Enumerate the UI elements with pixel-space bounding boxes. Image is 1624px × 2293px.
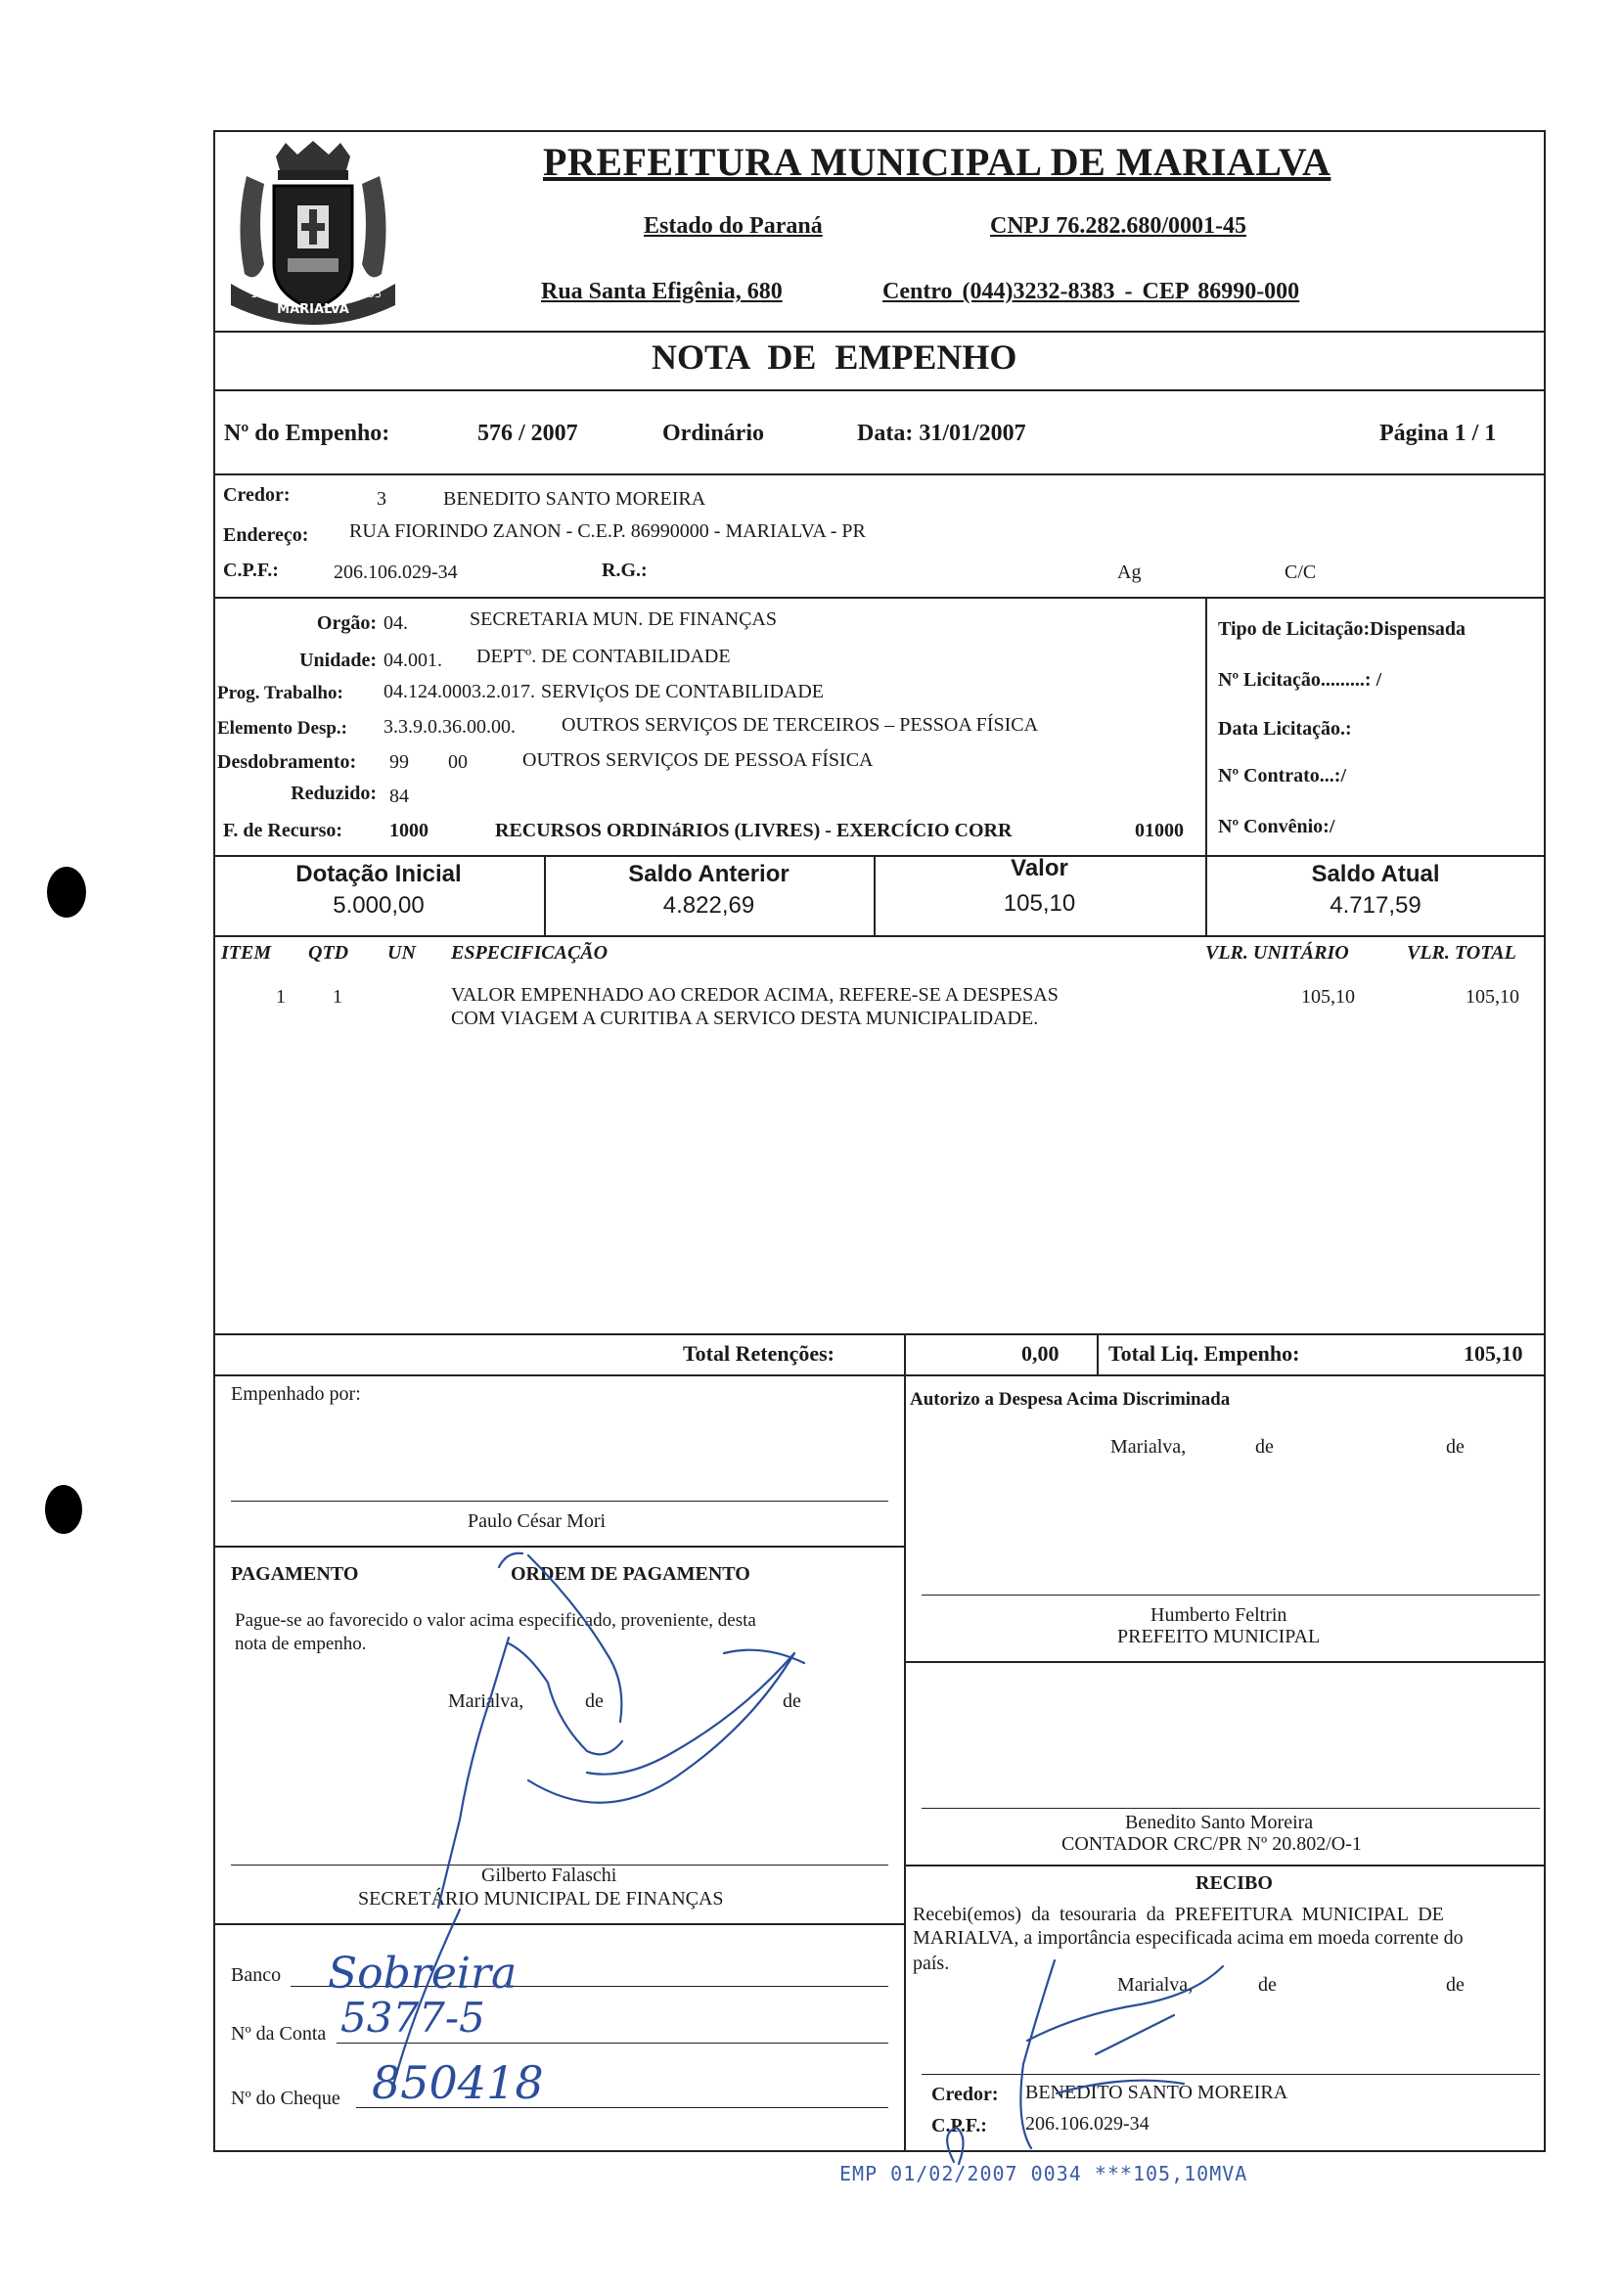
punch-hole-top [47, 867, 86, 918]
credor-address: RUA FIORINDO ZANON - C.E.P. 86990000 - MARIALVA - PR [349, 520, 866, 542]
empenhado-label: Empenhado por: [231, 1383, 361, 1405]
valor-label: Valor [1011, 855, 1068, 881]
autorizo-de-1: de [1255, 1436, 1274, 1458]
dotacao-value: 5.000,00 [333, 892, 425, 919]
saldo-anterior-label: Saldo Anterior [628, 861, 789, 887]
cc-label: C/C [1285, 562, 1317, 583]
empenhado-name: Paulo César Mori [468, 1510, 607, 1532]
pagamento-de-1: de [585, 1690, 604, 1712]
pague-text-line1: Pague-se ao favorecido o valor acima especificado, proveniente, desta [235, 1610, 756, 1631]
autorizo-de-2: de [1446, 1436, 1465, 1458]
num-licitacao: Nº Licitação.........: / [1218, 669, 1382, 691]
prefeito-title: PREFEITO MUNICIPAL [1117, 1626, 1321, 1647]
retencoes-value: 0,00 [1021, 1341, 1060, 1366]
recibo-text-line3: país. [913, 1953, 950, 1974]
svg-text:1951: 1951 [250, 288, 278, 300]
desdobramento-label: Desdobramento: [217, 751, 357, 773]
banco-handwritten: Sobreira [328, 1949, 518, 1999]
pague-text-line2: nota de empenho. [235, 1634, 367, 1654]
dotacao-label: Dotação Inicial [295, 861, 462, 887]
liq-value: 105,10 [1464, 1341, 1523, 1366]
desdobramento-name: OUTROS SERVIÇOS DE PESSOA FÍSICA [522, 749, 874, 771]
row-qtd: 1 [333, 986, 342, 1008]
fonte-name: RECURSOS ORDINáRIOS (LIVRES) - EXERCÍCIO CORR [495, 820, 1013, 841]
recibo-title: RECIBO [1195, 1872, 1273, 1894]
empenho-label: Nº do Empenho: [224, 421, 390, 446]
row-total: 105,10 [1466, 986, 1519, 1008]
orgao-label: Orgão: [316, 612, 377, 634]
ordem-pagamento: ORDEM DE PAGAMENTO [511, 1563, 750, 1585]
tipo-licitacao: Tipo de Licitação:Dispensada [1218, 618, 1466, 640]
prog-code: 04.124.0003.2.017. [383, 681, 535, 702]
unidade-label: Unidade: [299, 650, 377, 671]
num-contrato: Nº Contrato...:/ [1218, 765, 1347, 787]
credor-cpf: 206.106.029-34 [334, 562, 458, 583]
pagamento-de-2: de [783, 1690, 801, 1712]
orgao-name: SECRETARIA MUN. DE FINANÇAS [470, 608, 777, 630]
unidade-code: 04.001. [383, 650, 442, 671]
row-item: 1 [276, 986, 286, 1008]
cnpj: CNPJ 76.282.680/0001-45 [990, 213, 1246, 239]
state-name: Estado do Paraná [644, 213, 823, 239]
orgao-code: 04. [383, 612, 408, 634]
secretario-name: Gilberto Falaschi [481, 1865, 617, 1886]
recibo-de-2: de [1446, 1974, 1465, 1996]
reduzido-value: 84 [389, 786, 409, 807]
retencoes-label: Total Retenções: [683, 1341, 835, 1366]
empenho-number: 576 / 2007 [477, 421, 578, 446]
valor-value: 105,10 [1003, 890, 1076, 917]
conta-label: Nº da Conta [231, 2023, 327, 2045]
elemento-name: OUTROS SERVIÇOS DE TERCEIROS – PESSOA FÍSICA [562, 714, 1039, 736]
credor-code: 3 [377, 488, 386, 510]
fonte-code: 1000 [389, 820, 429, 841]
unidade-name: DEPTº. DE CONTABILIDADE [476, 646, 731, 667]
prefeito-name: Humberto Feltrin [1150, 1604, 1287, 1626]
row-desc-line2: COM VIAGEM A CURITIBA A SERVICO DESTA MUNICIPALIDADE. [451, 1008, 1039, 1029]
recibo-cpf-label: C.P.F.: [931, 2115, 987, 2136]
banco-label: Banco [231, 1964, 282, 1986]
saldo-anterior-value: 4.822,69 [662, 892, 755, 919]
credor-label: Credor: [223, 484, 291, 506]
num-convenio: Nº Convênio:/ [1218, 816, 1335, 837]
recibo-text-line1: Recebi(emos) da tesouraria da PREFEITURA MUNICIPAL DE [913, 1904, 1444, 1925]
conta-handwritten: 5377-5 [340, 1994, 485, 2042]
svg-text:MARIALVA: MARIALVA [277, 302, 349, 317]
address-label: Endereço: [223, 524, 309, 546]
col-un: UN [387, 942, 416, 964]
recibo-cpf: 206.106.029-34 [1025, 2113, 1150, 2135]
credor-name: BENEDITO SANTO MOREIRA [443, 488, 706, 510]
col-item: ITEM [221, 942, 272, 964]
ag-label: Ag [1117, 562, 1142, 583]
reduzido-label: Reduzido: [291, 783, 377, 804]
contador-title: CONTADOR CRC/PR Nº 20.802/O-1 [1061, 1833, 1362, 1855]
recibo-text-line2: MARIALVA, a importância especificada acima em moeda corrente do [913, 1927, 1464, 1949]
crest-logo [217, 137, 409, 333]
municipality-title: PREFEITURA MUNICIPAL DE MARIALVA [543, 140, 1331, 184]
pagamento-place: Marialva, [448, 1690, 524, 1712]
register-stamp: EMP 01/02/2007 0034 ***105,10MVA [839, 2162, 1248, 2185]
liq-label: Total Liq. Empenho: [1108, 1341, 1300, 1366]
cheque-label: Nº do Cheque [231, 2088, 340, 2109]
col-qtd: QTD [308, 942, 349, 964]
recibo-credor-name: BENEDITO SANTO MOREIRA [1025, 2082, 1288, 2103]
empenho-type: Ordinário [662, 421, 765, 446]
saldo-atual-value: 4.717,59 [1330, 892, 1421, 919]
autorizo-place: Marialva, [1110, 1436, 1187, 1458]
col-vlr-total: VLR. TOTAL [1407, 942, 1516, 964]
contador-name: Benedito Santo Moreira [1125, 1812, 1314, 1833]
data-licitacao: Data Licitação.: [1218, 718, 1352, 740]
elemento-code: 3.3.9.0.36.00.00. [383, 716, 516, 738]
col-especificacao: ESPECIFICAÇÃO [451, 942, 609, 964]
empenho-date: Data: 31/01/2007 [857, 421, 1026, 446]
fonte-label: F. de Recurso: [223, 820, 343, 841]
saldo-atual-label: Saldo Atual [1311, 861, 1440, 887]
page-number: Página 1 / 1 [1379, 421, 1497, 446]
prog-name: SERVIçOS DE CONTABILIDADE [541, 681, 824, 702]
cheque-handwritten: 850418 [372, 2056, 544, 2109]
desdobramento-b: 00 [448, 751, 468, 773]
col-vlr-unitario: VLR. UNITÁRIO [1205, 942, 1349, 964]
recibo-de-1: de [1258, 1974, 1277, 1996]
prog-label: Prog. Trabalho: [217, 683, 343, 703]
elemento-label: Elemento Desp.: [217, 718, 347, 739]
row-desc-line1: VALOR EMPENHADO AO CREDOR ACIMA, REFERE-SE A DESPESAS [451, 984, 1059, 1006]
rg-label: R.G.: [602, 560, 648, 581]
pagamento-label: PAGAMENTO [231, 1563, 359, 1585]
desdobramento-a: 99 [389, 751, 409, 773]
street-address: Rua Santa Efigênia, 680 [541, 279, 783, 304]
row-unit: 105,10 [1301, 986, 1355, 1008]
secretario-title: SECRETÁRIO MUNICIPAL DE FINANÇAS [358, 1888, 724, 1910]
document-title: NOTA DE EMPENHO [652, 337, 1017, 377]
svg-text:1953: 1953 [354, 288, 382, 300]
recibo-place: Marialva, [1117, 1974, 1194, 1996]
cpf-label: C.P.F.: [223, 560, 279, 581]
recibo-credor-label: Credor: [931, 2084, 999, 2105]
address-contact: Centro (044)3232-8383 - CEP 86990-000 [882, 279, 1300, 304]
punch-hole-bottom [45, 1485, 82, 1534]
fonte-number: 01000 [1135, 820, 1184, 841]
autorizo-label: Autorizo a Despesa Acima Discriminada [910, 1389, 1231, 1410]
